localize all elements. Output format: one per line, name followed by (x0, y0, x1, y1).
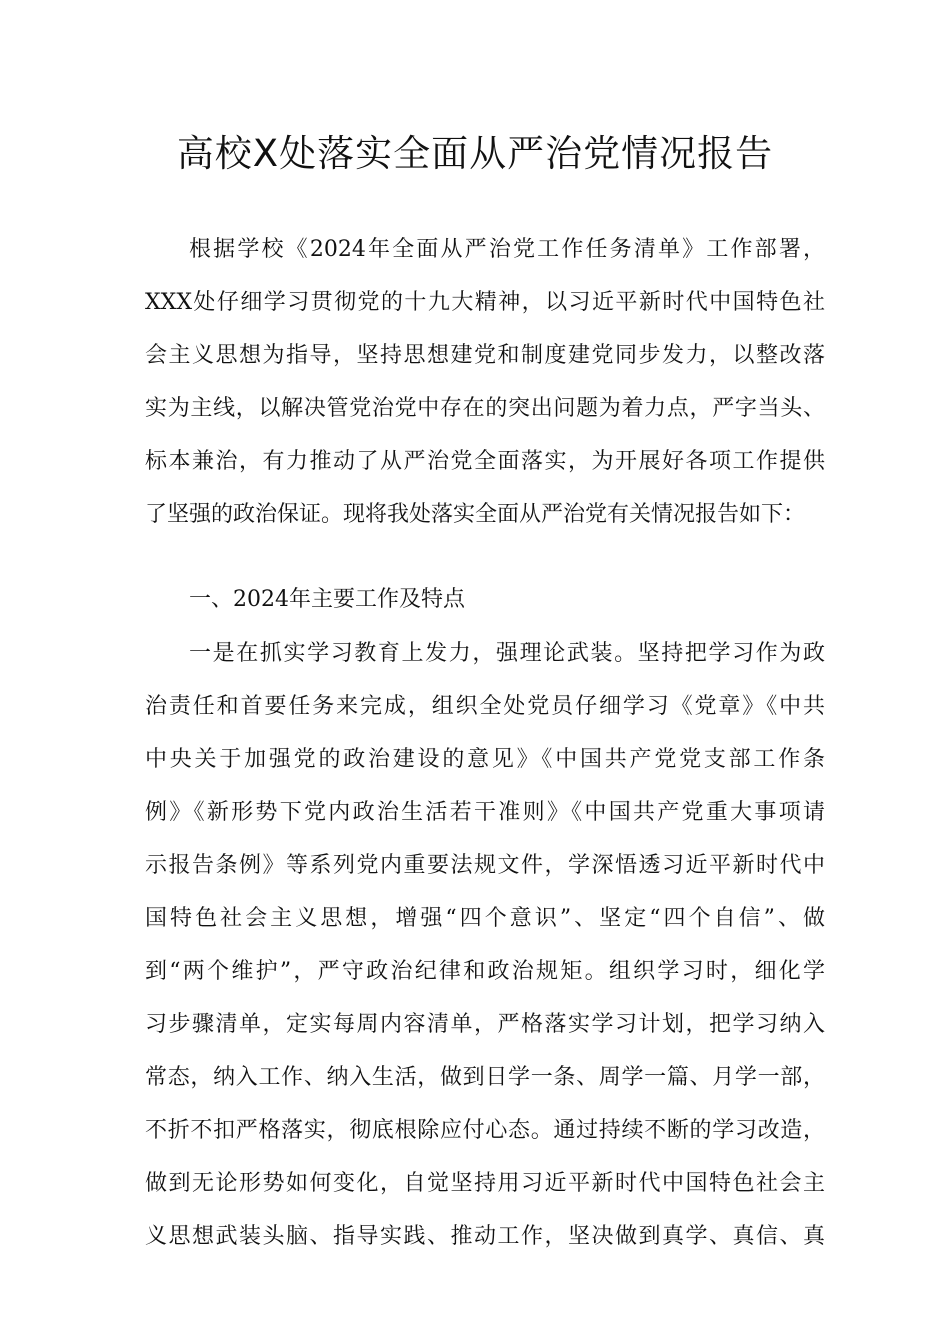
intro-line: 实为主线，以解决管党治党中存在的突出问题为着力点，严字当头、 (145, 396, 825, 421)
paragraph-line: 习步骤清单，定实每周内容清单，严格落实学习计划，把学习纳入 (145, 1012, 825, 1037)
document-title: 高校X处落实全面从严治党情况报告 (176, 132, 774, 175)
paragraph-line: 治责任和首要任务来完成，组织全处党员仔细学习《党章》《中共 (145, 694, 825, 719)
paragraph-line: 做到无论形势如何变化，自觉坚持用习近平新时代中国特色社会主 (145, 1171, 825, 1196)
intro-line: 根据学校《2024年全面从严治党工作任务清单》工作部署， (189, 237, 825, 262)
section-heading: 一、2024年主要工作及特点 (189, 587, 465, 612)
paragraph-line: 常态，纳入工作、纳入生活，做到日学一条、周学一篇、月学一部， (145, 1065, 825, 1090)
paragraph-line: 中央关于加强党的政治建设的意见》《中国共产党党支部工作条 (145, 747, 825, 772)
intro-line: 标本兼治，有力推动了从严治党全面落实，为开展好各项工作提供 (145, 449, 825, 474)
paragraph-line: 示报告条例》等系列党内重要法规文件，学深悟透习近平新时代中 (145, 853, 825, 878)
section-heading-block (145, 573, 825, 626)
intro-line: XXX处仔细学习贯彻党的十九大精神，以习近平新时代中国特色社 (145, 290, 825, 315)
intro-line: 了坚强的政治保证。现将我处落实全面从严治党有关情况报告如下： (145, 502, 806, 527)
intro-paragraph (145, 223, 825, 541)
paragraph-line: 国特色社会主义思想，增强“四个意识”、坚定“四个自信”、做 (145, 906, 825, 931)
intro-line: 会主义思想为指导，坚持思想建党和制度建党同步发力，以整改落 (145, 343, 825, 368)
paragraph-line: 义思想武装头脑、指导实践、推动工作，坚决做到真学、真信、真 (145, 1224, 825, 1249)
paragraph-line: 例》《新形势下党内政治生活若干准则》《中国共产党重大事项请 (145, 800, 825, 825)
paragraph-line: 一是在抓实学习教育上发力，强理论武装。坚持把学习作为政 (189, 641, 825, 666)
paragraph-line: 不折不扣严格落实，彻底根除应付心态。通过持续不断的学习改造， (145, 1118, 825, 1143)
paragraph-study-education (145, 627, 825, 1263)
paragraph-line: 到“两个维护”，严守政治纪律和政治规矩。组织学习时，细化学 (145, 959, 825, 984)
